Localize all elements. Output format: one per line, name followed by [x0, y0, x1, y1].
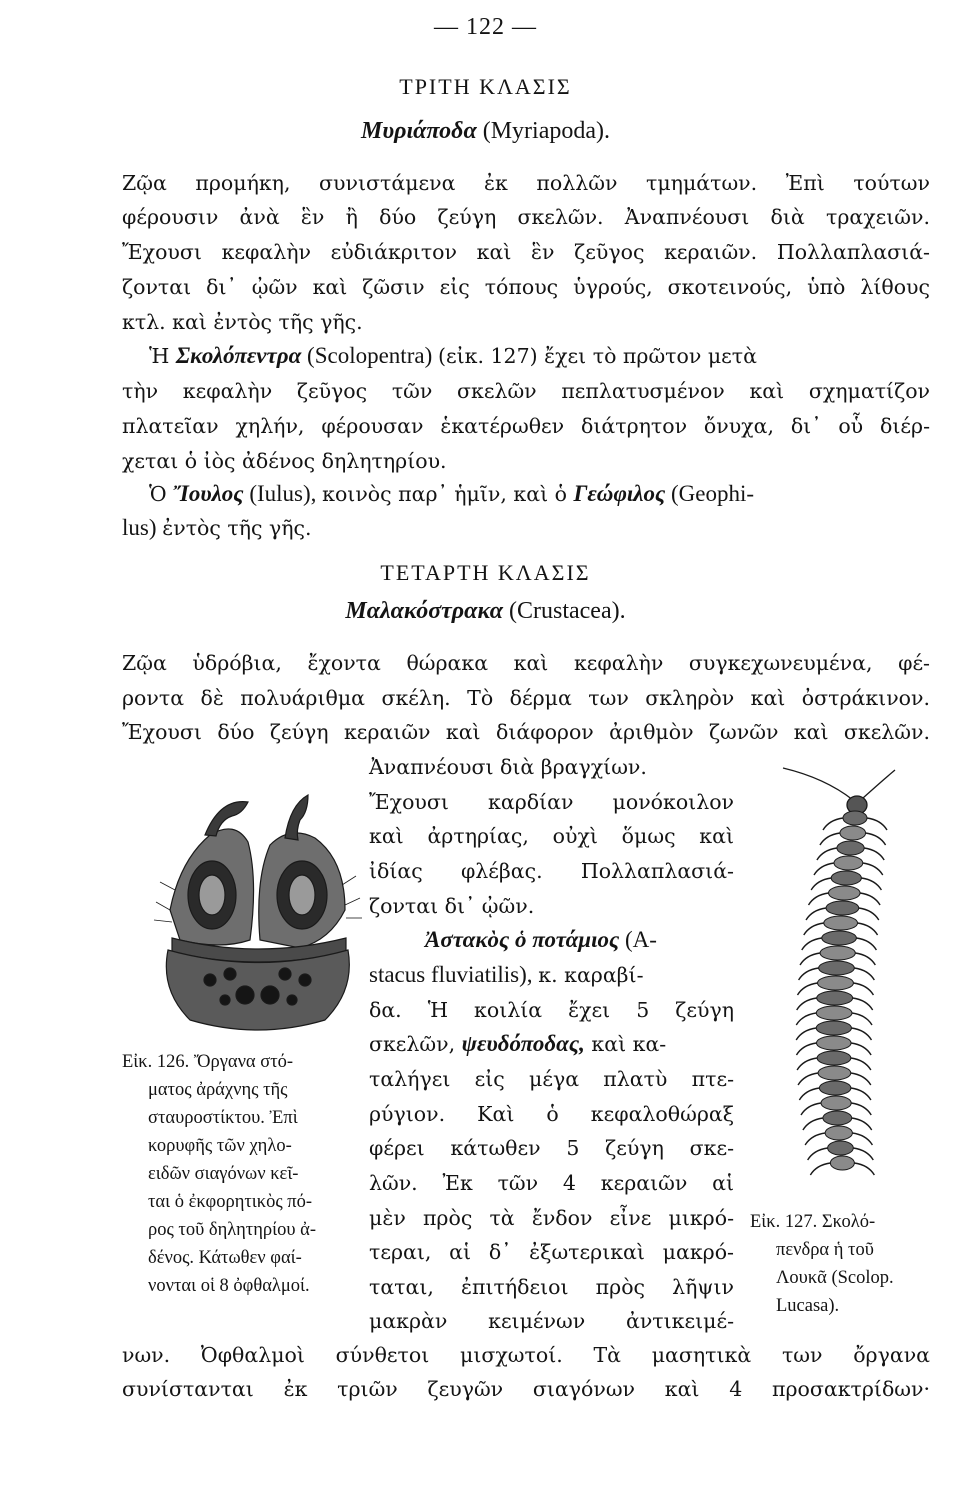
text-line: καὶ ἀρτηρίας, οὐχὶ ὅμως καὶ — [369, 824, 734, 848]
astacus-name: Ἀστακὸς ὁ ποτάμιος — [425, 927, 620, 952]
text-line: νων. Ὀφθαλμοὶ σύνθετοι μισχωτοί. Τὰ μασητικὰ των ὄργανα — [122, 1343, 930, 1367]
figure126-caption-line: κορυφῆς τῶν χηλο- — [148, 1136, 292, 1156]
astacus-paragraph-start: Ἀστακὸς ὁ ποτάμιος (A- — [425, 927, 657, 952]
leg — [811, 878, 831, 890]
leg — [820, 833, 840, 845]
leg — [861, 878, 881, 890]
figure126-caption-line: σταυροστίκτου. Ἐπὶ — [148, 1108, 298, 1128]
leg — [808, 1148, 828, 1160]
text-line: τεραι, αἱ δ᾽ ἐξωτερικαὶ μακρό- — [369, 1240, 734, 1264]
leg — [809, 893, 829, 905]
body-segment — [821, 1096, 851, 1110]
leg — [799, 968, 819, 980]
leg — [867, 818, 887, 830]
section3-heading: ΤΡΙΤΗ ΚΛΑΣΙΣ — [399, 74, 572, 99]
leg — [806, 908, 826, 920]
text-line: φέρουσιν ἀνὰ ἓν ἢ δύο ζεύγη σκελῶν. Ἀναπνέουσι διὰ τραχειῶν. — [122, 205, 930, 229]
leg — [851, 1073, 871, 1085]
leg — [864, 848, 884, 860]
leg — [858, 923, 878, 935]
body-segment — [843, 811, 867, 825]
leg — [797, 983, 817, 995]
text-line: ταλήγει εἰς μέγα πλατὺ πτε- — [369, 1067, 734, 1091]
text-line: ροντα δὲ πολυάριθμα σκέλη. Τὸ δέρμα των σκληρὸν καὶ ὀστράκινον. — [122, 686, 930, 710]
text-line: τὴν κεφαλὴν ζεῦγος τῶν σκελῶν πεπλατυσμένον καὶ σχηματίζον — [122, 379, 930, 403]
body-segment — [831, 871, 861, 885]
text-line: lus) ἐντὸς τῆς γῆς. — [122, 515, 312, 540]
figure126-caption-line: ρος τοῦ δηλητηρίου ἀ- — [148, 1220, 316, 1240]
pseudopodes-term: ψευδόποδας, — [461, 1031, 585, 1056]
text-line: Ζῷα προμήκη, συνιστάμενα ἐκ πολλῶν τμημάτων. Ἐπὶ τούτων — [122, 171, 930, 195]
body-segment — [828, 1141, 854, 1155]
text-line: Ζῷα ὑδρόβια, ἔχοντα θώρακα καὶ κεφαλὴν συγκεχωνευμένα, φέ- — [122, 651, 930, 675]
leg — [800, 953, 820, 965]
iulus-name: Ἴουλος — [173, 481, 244, 506]
leg — [854, 1163, 874, 1175]
text-line: σκελῶν, ψευδόποδας, καὶ κα- — [369, 1031, 667, 1056]
leg — [854, 968, 874, 980]
body-segment — [829, 886, 861, 900]
section4-title — [0, 598, 971, 625]
body-segment — [826, 901, 859, 915]
body-segment — [830, 1156, 854, 1170]
section4-title-greek: Μαλακόστρακα — [345, 598, 503, 624]
leg — [797, 1058, 817, 1070]
text-line: ἰδίας φλέβας. Πολλαπλασιά- — [369, 859, 734, 883]
body-segment — [825, 1126, 852, 1140]
body-segment — [817, 976, 853, 990]
figure126-caption-line: δένος. Κάτωθεν φαί- — [148, 1248, 302, 1268]
leg — [863, 863, 883, 875]
body-segment — [822, 931, 857, 945]
leg — [823, 818, 843, 830]
figure127-caption-line: πενδρα ἡ τοῦ — [776, 1240, 874, 1260]
scolopendra-name: Σκολόπεντρα — [175, 343, 302, 368]
leg — [803, 1118, 823, 1130]
leg — [856, 938, 876, 950]
figure126-caption-line: νονται οἱ 8 ὀφθαλμοί. — [148, 1276, 310, 1296]
body-segment — [824, 916, 858, 930]
scolopendra-illustration — [775, 760, 935, 1190]
figure126-caption-line: ματος ἀράχνης τῆς — [148, 1080, 288, 1100]
leg — [851, 1058, 871, 1070]
figure127-caption-line: Εἰκ. 127. Σκολό- — [750, 1212, 876, 1232]
leg — [860, 893, 880, 905]
text-line: Ἔχουσι δύο ζεύγη κεραιῶν καὶ διάφορον ἀριθμὸν ζωνῶν καὶ σκελῶν. — [122, 720, 930, 744]
leg — [851, 1088, 871, 1100]
page-number: — 122 — — [434, 14, 537, 40]
text-line: ταται, ἐπιτήδειοι πρὸς λῆψιν — [369, 1275, 734, 1299]
section3-title — [0, 118, 971, 145]
text-line: Ἔχουσι κεφαλὴν εὐδιάκριτον καὶ ἓν ζεῦγος κεραιῶν. Πολλαπλασιά- — [122, 240, 930, 264]
body-segment — [819, 1081, 851, 1095]
body-segment — [816, 1021, 851, 1035]
leg — [796, 1013, 816, 1025]
leg — [851, 1103, 871, 1115]
figure127-caption-line: Lucasa). — [776, 1296, 840, 1316]
body-segment — [823, 1111, 852, 1125]
text-line: Ἀναπνέουσι διὰ βραγχίων. — [369, 755, 647, 779]
leg — [852, 1013, 872, 1025]
body-segment — [820, 946, 855, 960]
section3-title-greek: Μυριάποδα — [360, 118, 477, 144]
leg — [852, 1118, 872, 1130]
leg — [855, 953, 875, 965]
text-line: ρύγιον. Καὶ ὁ κεφαλοθώραξ — [369, 1102, 734, 1126]
body-segment — [817, 1051, 851, 1065]
text-line: ζονται δι᾽ ᾠῶν καὶ ζῶσιν εἰς τόπους ὑγρούς, σκοτεινούς, ὑπὸ λίθους — [122, 275, 930, 299]
leg — [796, 1028, 816, 1040]
text-line: χεται ὁ ἰὸς ἀδένος δηλητηρίου. — [122, 449, 447, 473]
leg — [866, 833, 886, 845]
leg — [851, 1028, 871, 1040]
leg — [802, 938, 822, 950]
leg — [814, 863, 834, 875]
leg — [851, 1043, 871, 1055]
spider-mouthparts-illustration — [150, 790, 365, 1040]
body-segment — [834, 856, 863, 870]
figure126-caption-line: Εἰκ. 126. Ὄργανα στό- — [122, 1052, 294, 1072]
text-line: μὲν πρὸς τὰ ἔνδον εἶνε μικρό- — [369, 1206, 734, 1230]
figure126-caption-line: ειδῶν σιαγόνων κεῖ- — [148, 1164, 299, 1184]
text-line: δα. Ἡ κοιλία ἔχει 5 ζεύγη — [369, 998, 734, 1022]
body-segment — [819, 961, 855, 975]
section4-heading: ΤΕΤΑΡΤΗ ΚΛΑΣΙΣ — [380, 560, 591, 585]
leg — [804, 923, 824, 935]
text-line: συνίστανται ἐκ τριῶν ζευγῶν σιαγόνων καὶ 4 προσακτρίδων· — [122, 1377, 930, 1401]
leg — [796, 1043, 816, 1055]
geophilus-name: Γεώφιλος — [573, 481, 666, 506]
body-segment — [837, 841, 864, 855]
text-line: μακρὰν κειμένων ἀντικειμέ- — [369, 1309, 734, 1333]
leg — [859, 908, 879, 920]
section3-title-latin: (Myriapoda). — [482, 118, 611, 144]
leg — [853, 1148, 873, 1160]
leg — [810, 1163, 830, 1175]
leg — [799, 1088, 819, 1100]
leg — [853, 998, 873, 1010]
text-line: Ἔχουσι καρδίαν μονόκοιλον — [369, 790, 734, 814]
leg — [805, 1133, 825, 1145]
leg — [798, 1073, 818, 1085]
leg — [852, 1133, 872, 1145]
text-line: ζονται δι᾽ ᾠῶν. — [369, 894, 535, 918]
text-line: πλατεῖαν χηλήν, φέρουσαν ἑκατέρωθεν διάτρητον ὄνυχα, δι᾽ οὗ διέρ- — [122, 414, 930, 438]
body-segment — [816, 1036, 851, 1050]
leg — [817, 848, 837, 860]
iulus-paragraph: Ὁ Ἴουλος (Iulus), κοινὸς παρ᾽ ἡμῖν, καὶ ὁ Γεώφιλος (Geophi- — [149, 481, 755, 506]
text-line: φέρει κάτωθεν 5 ζεύγη σκε- — [369, 1136, 734, 1160]
leg — [853, 983, 873, 995]
section4-title-latin: (Crustacea). — [508, 598, 626, 624]
leg — [797, 998, 817, 1010]
body-segment — [817, 991, 853, 1005]
leg — [801, 1103, 821, 1115]
body-segment — [816, 1006, 852, 1020]
text-line: stacus fluviatilis), κ. καραβί- — [369, 962, 644, 987]
body-segment — [840, 826, 866, 840]
scolopendra-body-segments — [796, 811, 887, 1175]
body-segment — [818, 1066, 851, 1080]
figure127-caption-line: Λουκᾶ (Scolop. — [776, 1268, 894, 1288]
scolopendra-paragraph-start: Ἡ Σκολόπεντρα (Scolopentra) (εἰκ. 127) ἔχει τὸ πρῶτον μετὰ — [149, 343, 757, 368]
figure126-caption-line: ται ὁ ἐκφορητικὸς πό- — [148, 1192, 313, 1212]
text-line: κτλ. καὶ ἐντὸς τῆς γῆς. — [122, 310, 363, 334]
text-line: λῶν. Ἐκ τῶν 4 κεραιῶν αἱ — [369, 1171, 734, 1195]
